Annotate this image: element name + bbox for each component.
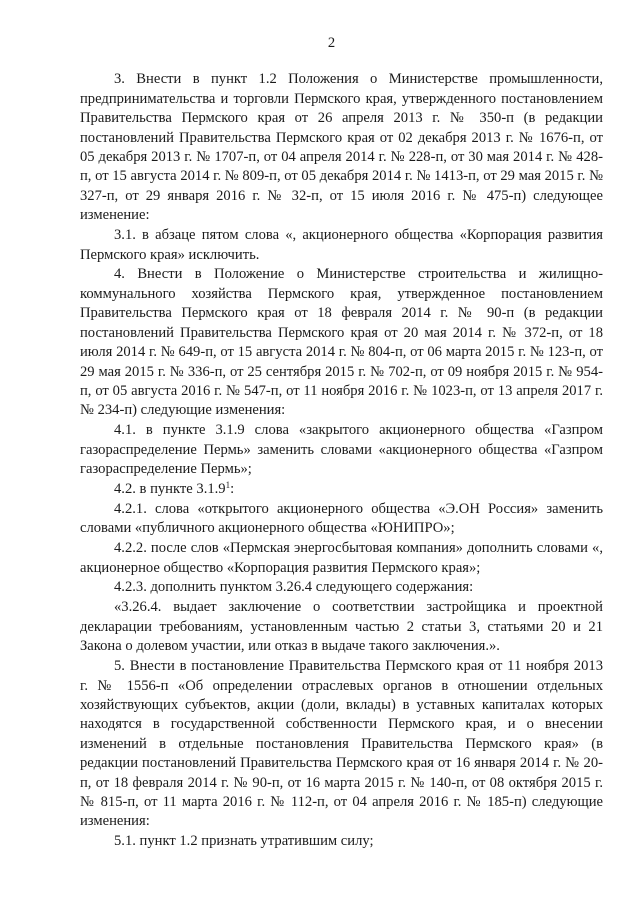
paragraph-5: 5. Внести в постановление Правительства Пермского края от 11 ноября 2013 г. № 1556-п «Об определении отраслевых органов в отношении отдельных хозяйствующих субъектов, акции (доли, вклады) в уставных капиталах которых находятся в государственной собственности Пермского края, и о внесении изменений в отдельные постановления Правительства Пермского края» (в редакции постановлений Правительства Пермского края от 16 января 2014 г. № 20-п, от 18 февраля 2014 г. № 90-п, от 16 марта 2015 г. № 140-п, от 08 октября 2015 г. № 815-п, от 11 марта 2016 г. № 112-п, от 04 апреля 2016 г. № 185-п) следующие изменения: — [80, 658, 603, 830]
superscript: 1 — [225, 479, 231, 490]
paragraph-4-2-2: 4.2.2. после слов «Пермская энергосбытовая компания» дополнить словами «, акционерное общество «Корпорация развития Пермского края»; — [80, 540, 603, 576]
paragraph-4-2 — [80, 480, 603, 499]
paragraph-3-1: 3.1. в абзаце пятом слова «, акционерного общества «Корпорация развития Пермского края» исключить. — [80, 227, 603, 263]
page-number: 2 — [327, 35, 336, 51]
paragraph-4-1: 4.1. в пункте 3.1.9 слова «закрытого акционерного общества «Газпром газораспределение Пермь» заменить словами «акционерного общества «Газпром газораспределение Пермь»; — [80, 422, 603, 478]
paragraph-4-2-text: 4.2. в пункте 3.1.9 — [114, 480, 226, 497]
paragraph-4: 4. Внести в Положение о Министерстве строительства и жилищно-коммунального хозяйства Пермского края, утвержденное постановлением Правительства Пермского края от 18 февраля 2014 г. № 90-п (в редакции постановлений Правительства Пермского края от 20 мая 2014 г. № 372-п, от 18 июля 2014 г. № 649-п, от 15 августа 2014 г. № 804-п, от 06 марта 2015 г. № 123-п, от 29 мая 2015 г. № 336-п, от 25 сентября 2015 г. № 702-п, от 09 ноября 2015 г. № 954-п, от 05 августа 2016 г. № 547-п, от 11 ноября 2016 г. № 1023-п, от 13 апреля 2017 г. № 234-п) следующие изменения: — [80, 266, 603, 419]
paragraph-3: 3. Внести в пункт 1.2 Положения о Министерстве промышленности, предпринимательства и торговли Пермского края, утвержденного постановлением Правительства Пермского края от 26 апреля 2013 г. № 350-п (в редакции постановлений Правительства Пермского края от 02 декабря 2013 г. № 1676-п, от 05 декабря 2013 г. № 1707-п, от 04 апреля 2014 г. № 228-п, от 30 мая 2014 г. № 428-п, от 15 августа 2014 г. № 809-п, от 05 декабря 2014 г. № 1413-п, от 29 мая 2015 г. № 327-п, от 29 января 2016 г. № 32-п, от 15 июля 2016 г. № 475-п) следующее изменение: — [80, 71, 603, 224]
paragraph-4-2-3: 4.2.3. дополнить пунктом 3.26.4 следующего содержания: — [114, 579, 474, 596]
paragraph-3-26-4: «3.26.4. выдает заключение о соответствии застройщика и проектной декларации требованиям, установленным частью 2 статьи 3, статьями 20 и 21 Закона о долевом участии, или отказ в выдаче такого заключения.». — [80, 599, 603, 655]
paragraph-4-2-1: 4.2.1. слова «открытого акционерного общества «Э.ОН Россия» заменить словами «публичного акционерного общества «ЮНИПРО»; — [80, 500, 603, 537]
paragraph-4-2-tail: : — [230, 480, 235, 497]
paragraph-5-1: 5.1. пункт 1.2 признать утратившим силу; — [114, 833, 374, 850]
